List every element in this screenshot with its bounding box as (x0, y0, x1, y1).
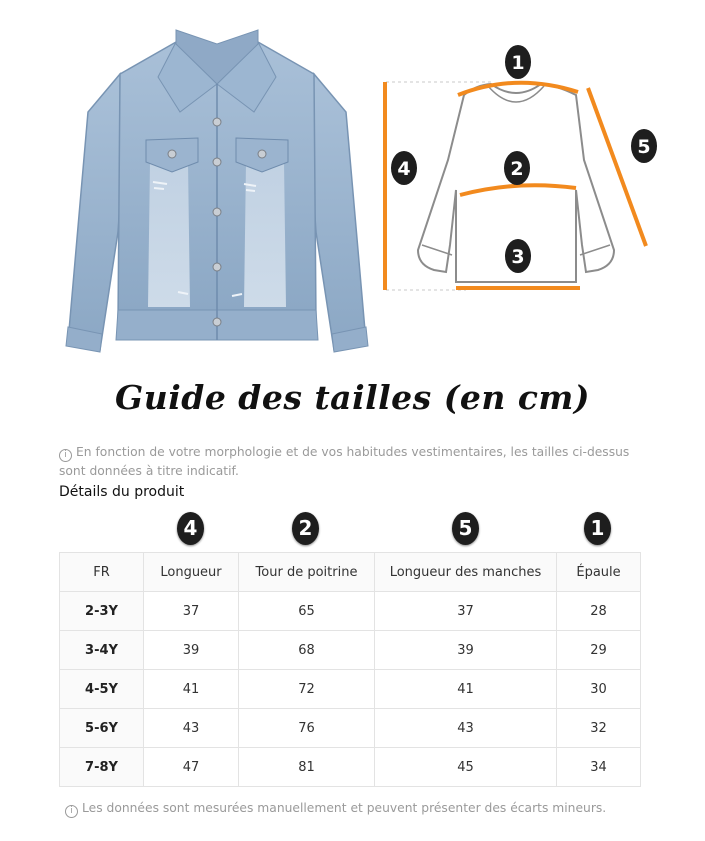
measurement-disclaimer (65, 799, 645, 818)
sizing-disclaimer (59, 443, 639, 480)
table-row (60, 592, 641, 631)
header-fr: FR (60, 553, 144, 592)
size-label: 5-6Y (60, 709, 144, 748)
table-row (60, 709, 641, 748)
cell-epaule: 30 (557, 670, 641, 709)
cell-tour-de-poitrine: 72 (239, 670, 375, 709)
table-row (60, 631, 641, 670)
size-label: 4-5Y (60, 670, 144, 709)
cell-epaule: 32 (557, 709, 641, 748)
cell-longueur: 41 (144, 670, 239, 709)
cell-epaule: 29 (557, 631, 641, 670)
diagram-label-5: 5 (637, 136, 651, 158)
header-epaule: Épaule (557, 553, 641, 592)
table-row (60, 670, 641, 709)
size-guide-title: Guide des tailles (en cm) (115, 378, 590, 417)
column-badge-tour-de-poitrine: 2 (292, 512, 319, 545)
size-label: 7-8Y (60, 748, 144, 787)
cell-epaule: 28 (557, 592, 641, 631)
diagram-badge-1 (505, 45, 531, 79)
cell-longueur: 43 (144, 709, 239, 748)
diagram-label-4: 4 (397, 158, 411, 180)
header-longueur: Longueur (144, 553, 239, 592)
cell-tour-de-poitrine: 81 (239, 748, 375, 787)
measurement-disclaimer-text: Les données sont mesurées manuellement et peuvent présenter des écarts mineurs. (82, 801, 607, 815)
cell-tour-de-poitrine: 65 (239, 592, 375, 631)
header-tour-de-poitrine: Tour de poitrine (239, 553, 375, 592)
size-label: 3-4Y (60, 631, 144, 670)
diagram-label-3: 3 (511, 246, 525, 268)
diagram-badge-5 (631, 129, 657, 163)
diagram-label-2: 2 (510, 158, 524, 180)
cell-tour-de-poitrine: 76 (239, 709, 375, 748)
section-title: Détails du produit (59, 484, 185, 500)
measurement-diagram (376, 40, 676, 305)
diagram-badge-3 (505, 239, 531, 273)
cell-longueur-des-manches: 45 (375, 748, 557, 787)
table-row (60, 748, 641, 787)
info-icon: i (65, 805, 78, 818)
cell-longueur: 37 (144, 592, 239, 631)
header-longueur-des-manches: Longueur des manches (375, 553, 557, 592)
cell-longueur: 47 (144, 748, 239, 787)
table-header-row (60, 553, 641, 592)
cell-epaule: 34 (557, 748, 641, 787)
diagram-label-1: 1 (511, 52, 525, 74)
sizing-disclaimer-text: En fonction de votre morphologie et de vos habitudes vestimentaires, les tailles ci-dessus sont données à titre indicatif. (59, 445, 630, 478)
cell-longueur-des-manches: 39 (375, 631, 557, 670)
cell-longueur-des-manches: 41 (375, 670, 557, 709)
diagram-badge-4 (391, 151, 417, 185)
info-icon: i (59, 449, 72, 462)
size-label: 2-3Y (60, 592, 144, 631)
column-badge-epaule: 1 (584, 512, 611, 545)
cell-longueur-des-manches: 43 (375, 709, 557, 748)
cell-longueur: 39 (144, 631, 239, 670)
size-table (59, 552, 641, 787)
cell-longueur-des-manches: 37 (375, 592, 557, 631)
cell-tour-de-poitrine: 68 (239, 631, 375, 670)
column-badge-longueur-des-manches: 5 (452, 512, 479, 545)
column-badge-longueur: 4 (177, 512, 204, 545)
diagram-badge-2 (504, 151, 530, 185)
denim-jacket-image (58, 22, 376, 362)
